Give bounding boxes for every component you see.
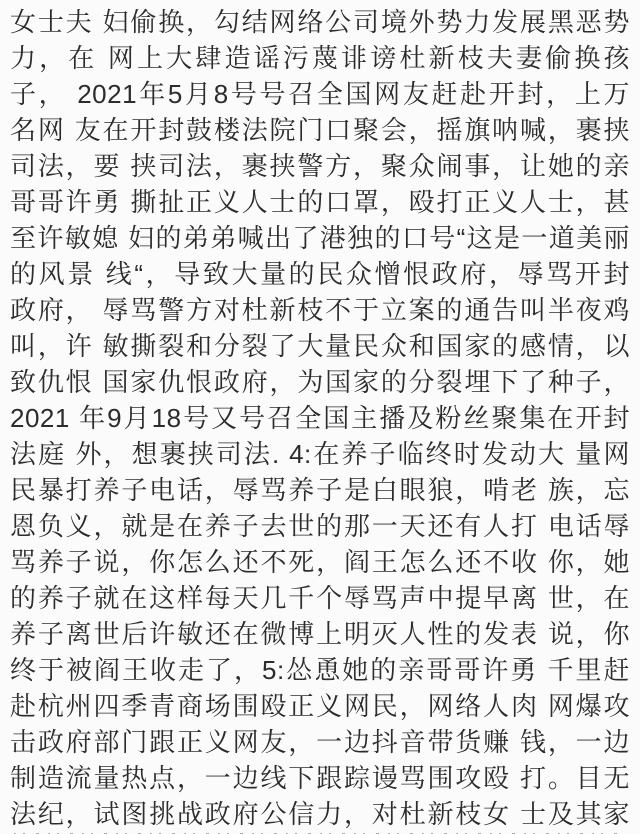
text-line: 击政府部门跟正义网友，一边抖音带货赚 钱，一边 <box>10 727 630 757</box>
text-line: 女士夫 妇偷换，勾结网络公司境外势力发展黑恶势 <box>10 7 630 37</box>
text-line: 哥哥许勇 撕扯正义人士的口罩，殴打正义人士，甚 <box>10 187 630 217</box>
text-line: 力，在 网上大肆造谣污蔑诽谤杜新枝夫妻偷换孩 <box>10 43 630 73</box>
text-line: 终于被阎王收走了，5:怂恿她的亲哥哥许勇 千里赶 <box>10 655 630 685</box>
text-line: 法纪，试图挑战政府公信力，对杜新枝女 士及其家 <box>10 799 630 829</box>
text-line: 民暴打养子电话，辱骂养子是白眼狼，啃老 族，忘 <box>10 475 630 505</box>
text-line: 制造流量热点，一边线下跟踪谩骂围攻殴 打。目无 <box>10 763 630 793</box>
text-line: 2021 年9月18号又号召全国主播及粉丝聚集在开封 <box>10 403 630 433</box>
text-line: 至许敏媳 妇的弟弟喊出了港独的口号“这是一道美丽 <box>10 223 630 253</box>
text-line: 法庭 外，想裹挟司法. 4:在养子临终时发动大 量网 <box>10 439 630 469</box>
text-line: 恩负义，就是在养子去世的那一天还有人打 电话辱 <box>10 511 630 541</box>
text-line: 叫，许 敏撕裂和分裂了大量民众和国家的感情，以 <box>10 331 630 361</box>
text-line: 子， 2021年5月8号号召全国网友赶赴开封，上万 <box>10 79 630 109</box>
text-line: 骂养子说，你怎么还不死，阎王怎么还不收 你，她 <box>10 547 630 577</box>
text-line: 的养子就在这样每天几千个辱骂声中提早离 世，在 <box>10 583 630 613</box>
text-line: 名网 友在开封鼓楼法院门口聚会，摇旗呐喊，裹挟 <box>10 115 630 145</box>
text-line: 政府， 辱骂警方对杜新枝不于立案的通告叫半夜鸡 <box>10 295 630 325</box>
text-line: 致仇恨 国家仇恨政府，为国家的分裂埋下了种子， <box>10 367 630 397</box>
text-line: 司法，要 挟司法，裹挟警方，聚众闹事，让她的亲 <box>10 151 630 181</box>
text-line: 的风景 线“，导致大量的民众憎恨政府，辱骂开封 <box>10 259 630 289</box>
text-line: 赴杭州四季青商场围殴正义网民，网络人肉 网爆攻 <box>10 691 630 721</box>
text-line: 养子离世后许敏还在微博上明灭人性的发表 说，你 <box>10 619 630 649</box>
